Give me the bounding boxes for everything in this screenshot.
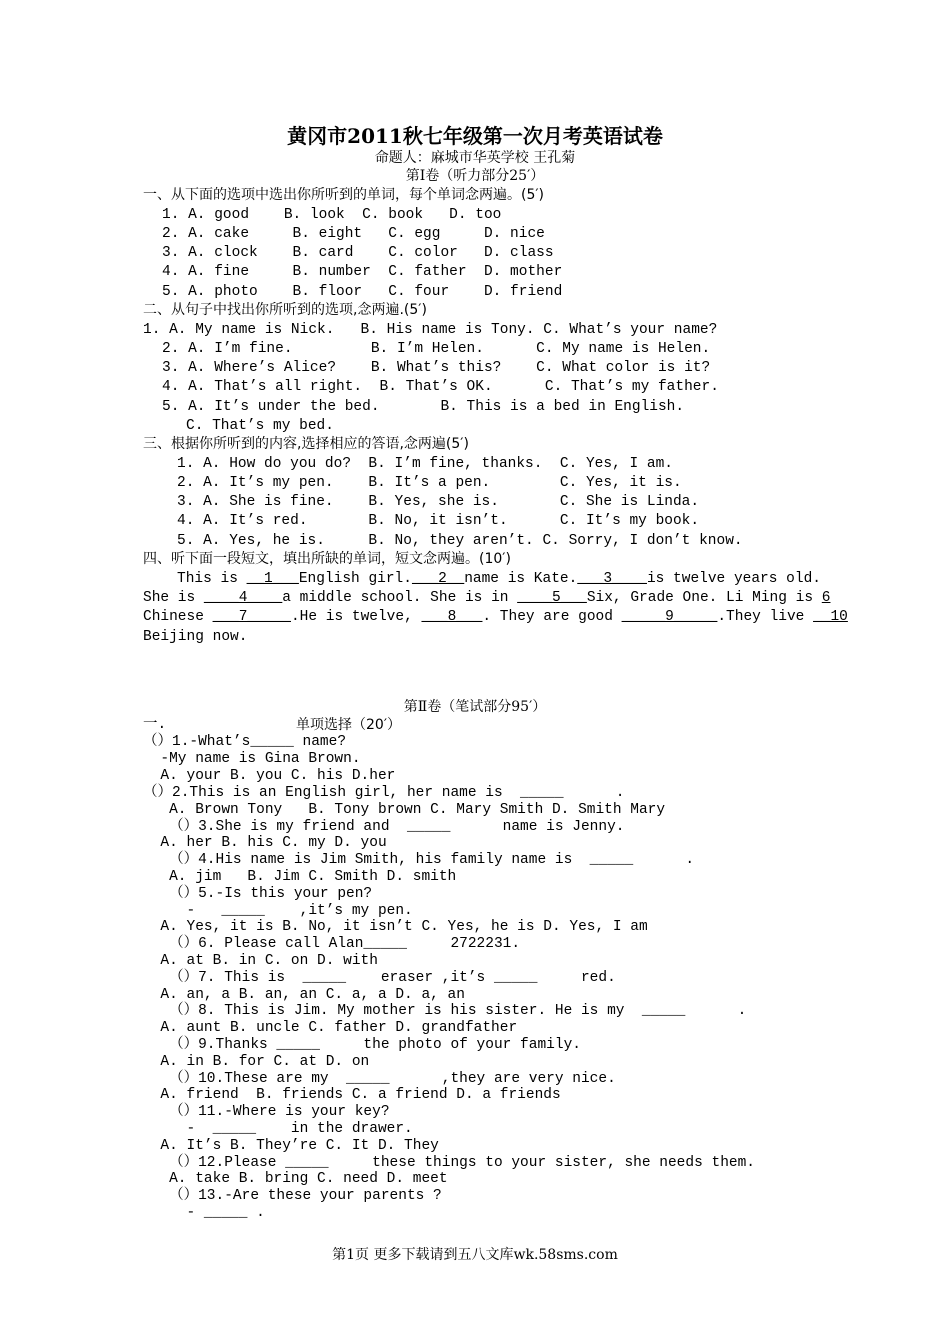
mc-line-24: - _____ in the drawer. [143,1121,413,1137]
mc-line-27: A. take B. bring C. need D. meet [143,1171,448,1187]
mc-line-28: （）13.-Are these your parents ? [143,1188,442,1204]
mc-line-2: -My name is Gina Brown. [143,751,361,767]
mc-line-9: A. jim B. Jim C. Smith D. smith [143,869,457,885]
mc-line-12: A. Yes, it is B. No, it isn’t C. Yes, he is D. Yes, I am [143,919,648,935]
s2-item-4: 4. A. That’s all right. B. That’s OK. C. That’s my father. [162,379,719,395]
mc-line-14: A. at B. in C. on D. with [143,953,378,969]
s2-item-5: 5. A. It’s under the bed. B. This is a bed in English. [162,399,685,415]
cloze-blank-4[interactable]: ____4____ [203,590,283,606]
part2-heading: 第Ⅱ卷（笔试部分95′） [403,699,547,715]
mc-line-17: （）8. This is Jim. My mother is his sister. He is my _____ . [143,1003,747,1019]
cloze-blank-6[interactable]: 6 [821,590,831,606]
s1-item-5: 5. A. photo B. floor C. four D. friend [162,284,563,300]
mc-line-8: （）4.His name is Jim Smith, his family name is _____ . [143,852,695,868]
page-footer: 第1页 更多下载请到五八文库wk.58sms.com [332,1247,618,1263]
s3-item-2: 2. A. It’s my pen. B. It’s a pen. C. Yes, it is. [177,475,682,491]
section1-heading: 一、从下面的选项中选出你所听到的单词，每个单词念两遍。(5′) [143,187,545,203]
mc-line-29: - _____ . [143,1205,265,1221]
cloze-line-2: She is ____4____a middle school. She is in ____5___Six, Grade One. Li Ming is 6 [143,590,831,606]
s1-item-4: 4. A. fine B. number C. father D. mother [162,264,563,280]
s1-item-3: 3. A. clock B. card C. color D. class [162,245,554,261]
mc-line-5: A. Brown Tony B. Tony brown C. Mary Smith D. Smith Mary [143,802,666,818]
s2-item-1: 1. A. My name is Nick. B. His name is Tony. C. What’s your name? [143,322,718,338]
mc-line-13: （）6. Please call Alan_____ 2722231. [143,936,521,952]
section3-heading: 三、根据你所听到的内容,选择相应的答语,念两遍(5′) [143,436,469,452]
mc-line-1: （）1.-What’s_____ name? [143,734,347,750]
s1-item-1: 1. A. good B. look C. book D. too [162,207,502,223]
mc-line-3: A. your B. you C. his D.her [143,768,396,784]
cloze-blank-3[interactable]: ___3____ [577,571,647,587]
cloze-line-4: Beijing now. [143,629,248,645]
s1-item-2: 2. A. cake B. eight C. egg D. nice [162,226,545,242]
s2-item-3: 3. A. Where’s Alice? B. What’s this? C. What color is it? [162,360,711,376]
mc-line-10: （）5.-Is this your pen? [143,886,373,902]
s3-item-4: 4. A. It’s red. B. No, it isn’t. C. It’s my book. [177,513,700,529]
mc-line-15: （）7. This is _____ eraser ,it’s _____ red. [143,970,616,986]
cloze-blank-7[interactable]: ___7_____ [212,609,291,625]
mc-line-26: （）12.Please _____ these things to your sister, she needs them. [143,1155,755,1171]
s2-item-2: 2. A. I’m fine. B. I’m Helen. C. My name is Helen. [162,341,711,357]
mc-line-23: （）11.-Where is your key? [143,1104,390,1120]
mc-line-22: A. friend B. friends C. a friend D. a friends [143,1087,561,1103]
mc-line-21: （）10.These are my _____ ,they are very nice. [143,1071,616,1087]
mc-line-18: A. aunt B. uncle C. father D. grandfather [143,1020,518,1036]
part2-section1-num: 一. [143,717,167,733]
exam-title: 黄冈市2011秋七年级第一次月考英语试卷 [287,124,663,148]
mc-line-25: A. It’s B. They’re C. It D. They [143,1138,439,1154]
cloze-blank-1[interactable]: __1___ [246,571,299,587]
cloze-blank-9[interactable]: _____9_____ [621,609,718,625]
mc-line-20: A. in B. for C. at D. on [143,1054,370,1070]
mc-line-19: （）9.Thanks _____ the photo of your family. [143,1037,581,1053]
cloze-line-1: This is __1___English girl.___2__name is Kate.___3____is twelve years old. [177,571,821,587]
mc-line-6: （）3.She is my friend and _____ name is Jenny. [143,819,625,835]
mc-line-11: - _____ ,it’s my pen. [143,903,413,919]
mc-line-4: （）2.This is an English girl, her name is _____ . [143,785,625,801]
s3-item-3: 3. A. She is fine. B. Yes, she is. C. She is Linda. [177,494,700,510]
part1-heading: 第Ⅰ卷（听力部分25′） [405,168,545,184]
cloze-blank-10[interactable]: __10 [813,609,848,625]
cloze-blank-5[interactable]: ____5___ [517,590,587,606]
section2-heading: 二、从句子中找出你所听到的选项,念两遍.(5′) [143,302,427,318]
s3-item-1: 1. A. How do you do? B. I’m fine, thanks. C. Yes, I am. [177,456,673,472]
mc-line-7: A. her B. his C. my D. you [143,835,387,851]
mc-line-16: A. an, a B. an, an C. a, a D. a, an [143,987,465,1003]
part2-section1-heading: 单项选择（20′） [296,717,401,733]
cloze-blank-2[interactable]: ___2__ [411,571,465,587]
cloze-line-3: Chinese ___7_____.He is twelve, ___8___. They are good _____9_____.They live __10 [143,609,848,625]
s3-item-5: 5. A. Yes, he is. B. No, they aren’t. C. Sorry, I don’t know. [177,533,743,549]
cloze-blank-8[interactable]: ___8___ [421,609,483,625]
s2-item-5c: C. That’s my bed. [186,418,334,434]
author-line: 命题人：麻城市华英学校 王孔菊 [374,150,576,166]
section4-heading: 四、听下面一段短文，填出所缺的单词，短文念两遍。(10′) [143,551,511,567]
